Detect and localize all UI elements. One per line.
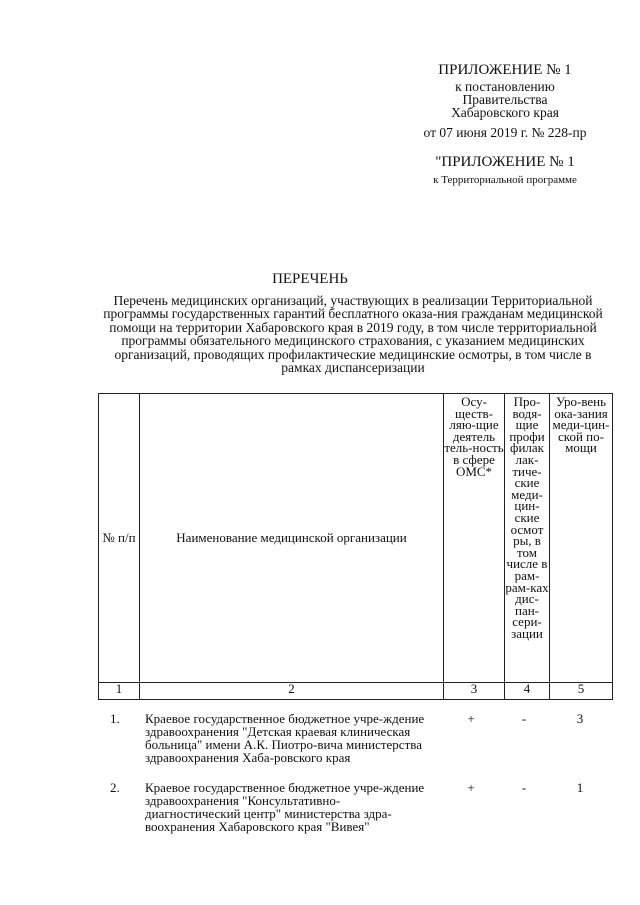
header-prof: Про-водя-щие профи филак лак-тиче-ские меди-цин-ские осмот ры, в том числе в рам-рам-ках дис-пан-сери-зации <box>505 394 550 683</box>
col-number: 4 <box>505 683 550 700</box>
row-name: Краевое государственное бюджетное учре-ждение здравоохранения "Детская краевая клиническая больница" имени А.К. Пиотро-вича министерства здравоохранения Хаба-ровского края <box>145 711 425 765</box>
organizations-table-header <box>98 393 613 700</box>
header-num: № п/п <box>99 394 140 683</box>
row-num: 1. <box>110 711 120 726</box>
appendix-line: Правительства <box>462 92 548 107</box>
appendix-line: к постановлению <box>455 79 555 94</box>
inner-appendix-title: "ПРИЛОЖЕНИЕ № 1 <box>435 154 575 170</box>
header-oms: Осу-ществ-ляю-щие деятель тель-ность в сфере ОМС* <box>444 394 505 683</box>
row-prof: - <box>521 711 527 726</box>
appendix-date: от 07 июня 2019 г. № 228-пр <box>423 125 587 140</box>
row-name: Краевое государственное бюджетное учре-ждение здравоохранения "Консультативно-диагностический центр" министерства здра-воохранения Хабаровского края "Вивея" <box>145 780 425 834</box>
document-heading: ПЕРЕЧЕНЬ <box>272 271 348 287</box>
row-level: 3 <box>576 711 584 726</box>
col-number: 2 <box>140 683 444 700</box>
document-subtitle: Перечень медицинских организаций, участвующих в реализации Территориальной программы государственных гарантий бесплатного оказа-ния гражданам медицинской помощи на территории Хабаровского края в 2019 году, в том числе территориальной программы обязательного медицинского страхования, с указанием медицинских организаций, проводящих профилактические медицинские осмотры, в том числе в рамках диспансеризации <box>103 293 603 376</box>
appendix-title: ПРИЛОЖЕНИЕ № 1 <box>438 62 572 78</box>
col-number: 1 <box>99 683 140 700</box>
col-number: 5 <box>550 683 613 700</box>
row-oms: + <box>467 711 475 726</box>
col-number: 3 <box>444 683 505 700</box>
header-level: Уро-вень ока-зания меди-цин-ской по-мощи <box>550 394 613 683</box>
inner-appendix-sub: к Территориальной программе <box>433 174 577 186</box>
row-prof: - <box>521 780 527 795</box>
row-oms: + <box>467 780 475 795</box>
row-level: 1 <box>576 780 584 795</box>
row-num: 2. <box>110 780 120 795</box>
header-name: Наименование медицинской организации <box>140 394 444 683</box>
appendix-line: Хабаровского края <box>451 105 559 120</box>
